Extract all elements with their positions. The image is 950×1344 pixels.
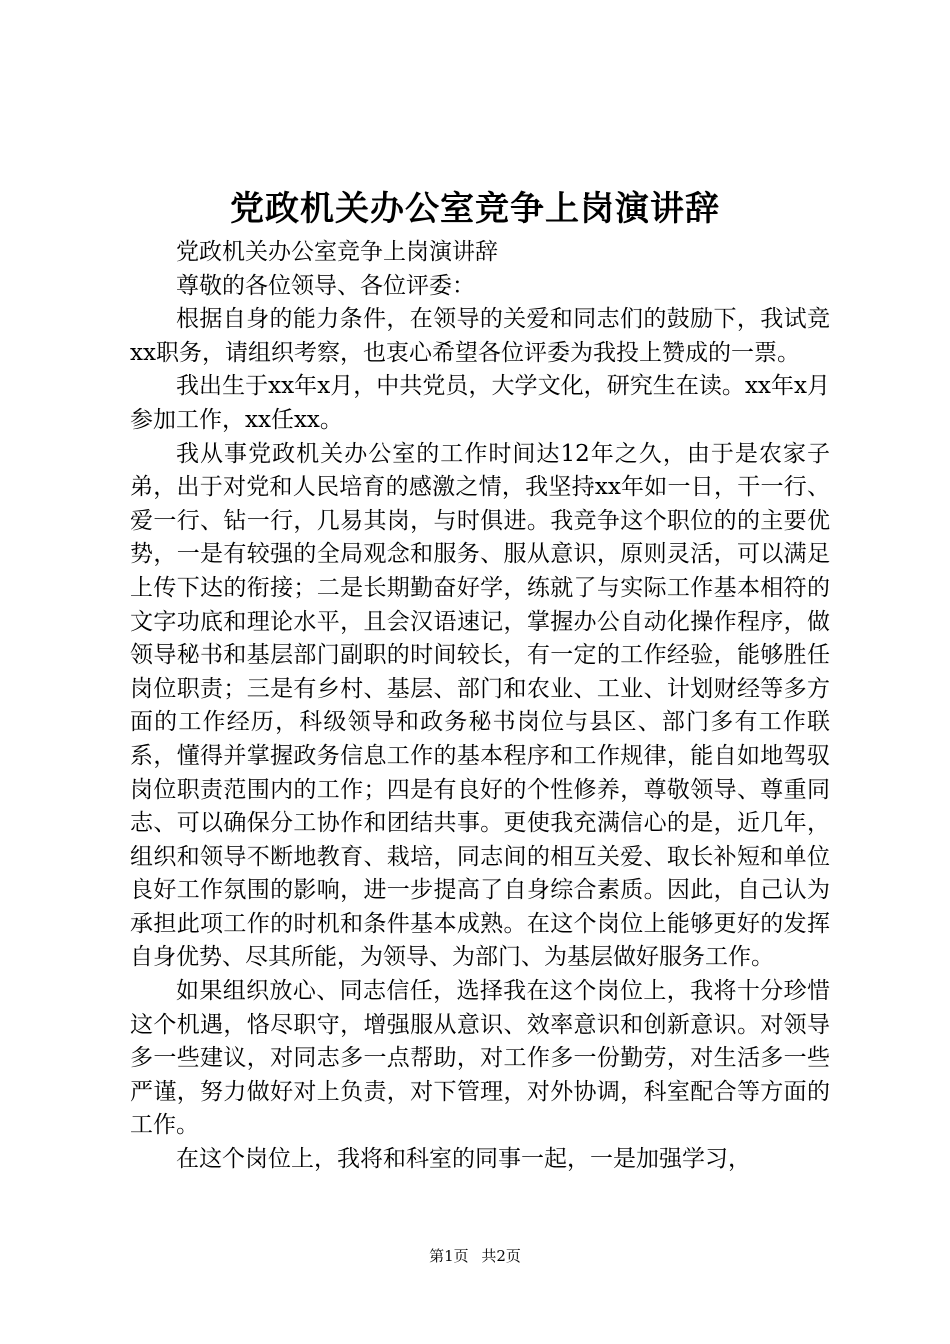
page-number: 第1页 xyxy=(429,1247,469,1265)
paragraph-strengths: 我从事党政机关办公室的工作时间达12年之久，由于是农家子弟，出于对党和人民培育的感激之情，我坚持xx年如一日，干一行、爱一行、钻一行，几易其岗，与时俱进。我竞争这个职位的的主要优势，一是有较强的全局观念和服务、服从意识，原则灵活，可以满足上传下达的衔接；二是长期勤奋好学，练就了与实际工作基本相符的文字功底和理论水平，且会汉语速记，掌握办公自动化操作程序，做领导秘书和基层部门副职的时间较长，有一定的工作经验，能够胜任岗位职责；三是有乡村、基层、部门和农业、工业、计划财经等多方面的工作经历，科级领导和政务秘书岗位与县区、部门多有工作联系，懂得并掌握政务信息工作的基本程序和工作规律，能自如地驾驭岗位职责范围内的工作；四是有良好的个性修养，尊敬领导、尊重同志、可以确保分工协作和团结共事。更使我充满信心的是，近几年，组织和领导不断地教育、栽培，同志间的相互关爱、取长补短和单位良好工作氛围的影响，进一步提高了自身综合素质。因此，自己认为承担此项工作的时机和条件基本成熟。在这个岗位上能够更好的发挥自身优势、尽其所能，为领导、为部门、为基层做好服务工作。 xyxy=(130,440,830,971)
document-title: 党政机关办公室竞争上岗演讲辞 xyxy=(230,189,720,229)
page-footer xyxy=(0,1246,950,1266)
paragraph-background: 我出生于xx年x月，中共党员，大学文化，研究生在读。xx年x月参加工作，xx任xx。 xyxy=(130,373,830,433)
paragraph-plans: 在这个岗位上，我将和科室的同事一起，一是加强学习， xyxy=(176,1146,751,1173)
document-body xyxy=(130,236,830,1177)
paragraph-commitment: 如果组织放心、同志信任，选择我在这个岗位上，我将十分珍惜这个机遇，恪尽职守，增强服从意识、效率意识和创新意识。对领导多一些建议，对同志多一点帮助，对工作多一份勤劳，对生活多一些严谨，努力做好对上负责，对下管理，对外协调，科室配合等方面的工作。 xyxy=(130,978,830,1139)
page-total: 共2页 xyxy=(481,1247,521,1265)
paragraph-intro: 根据自身的能力条件，在领导的关爱和同志们的鼓励下，我试竞xx职务，请组织考察，也衷心希望各位评委为我投上赞成的一票。 xyxy=(130,306,830,366)
paragraph-heading-repeat: 党政机关办公室竞争上岗演讲辞 xyxy=(176,239,498,265)
paragraph-salutation: 尊敬的各位领导、各位评委： xyxy=(176,272,475,299)
